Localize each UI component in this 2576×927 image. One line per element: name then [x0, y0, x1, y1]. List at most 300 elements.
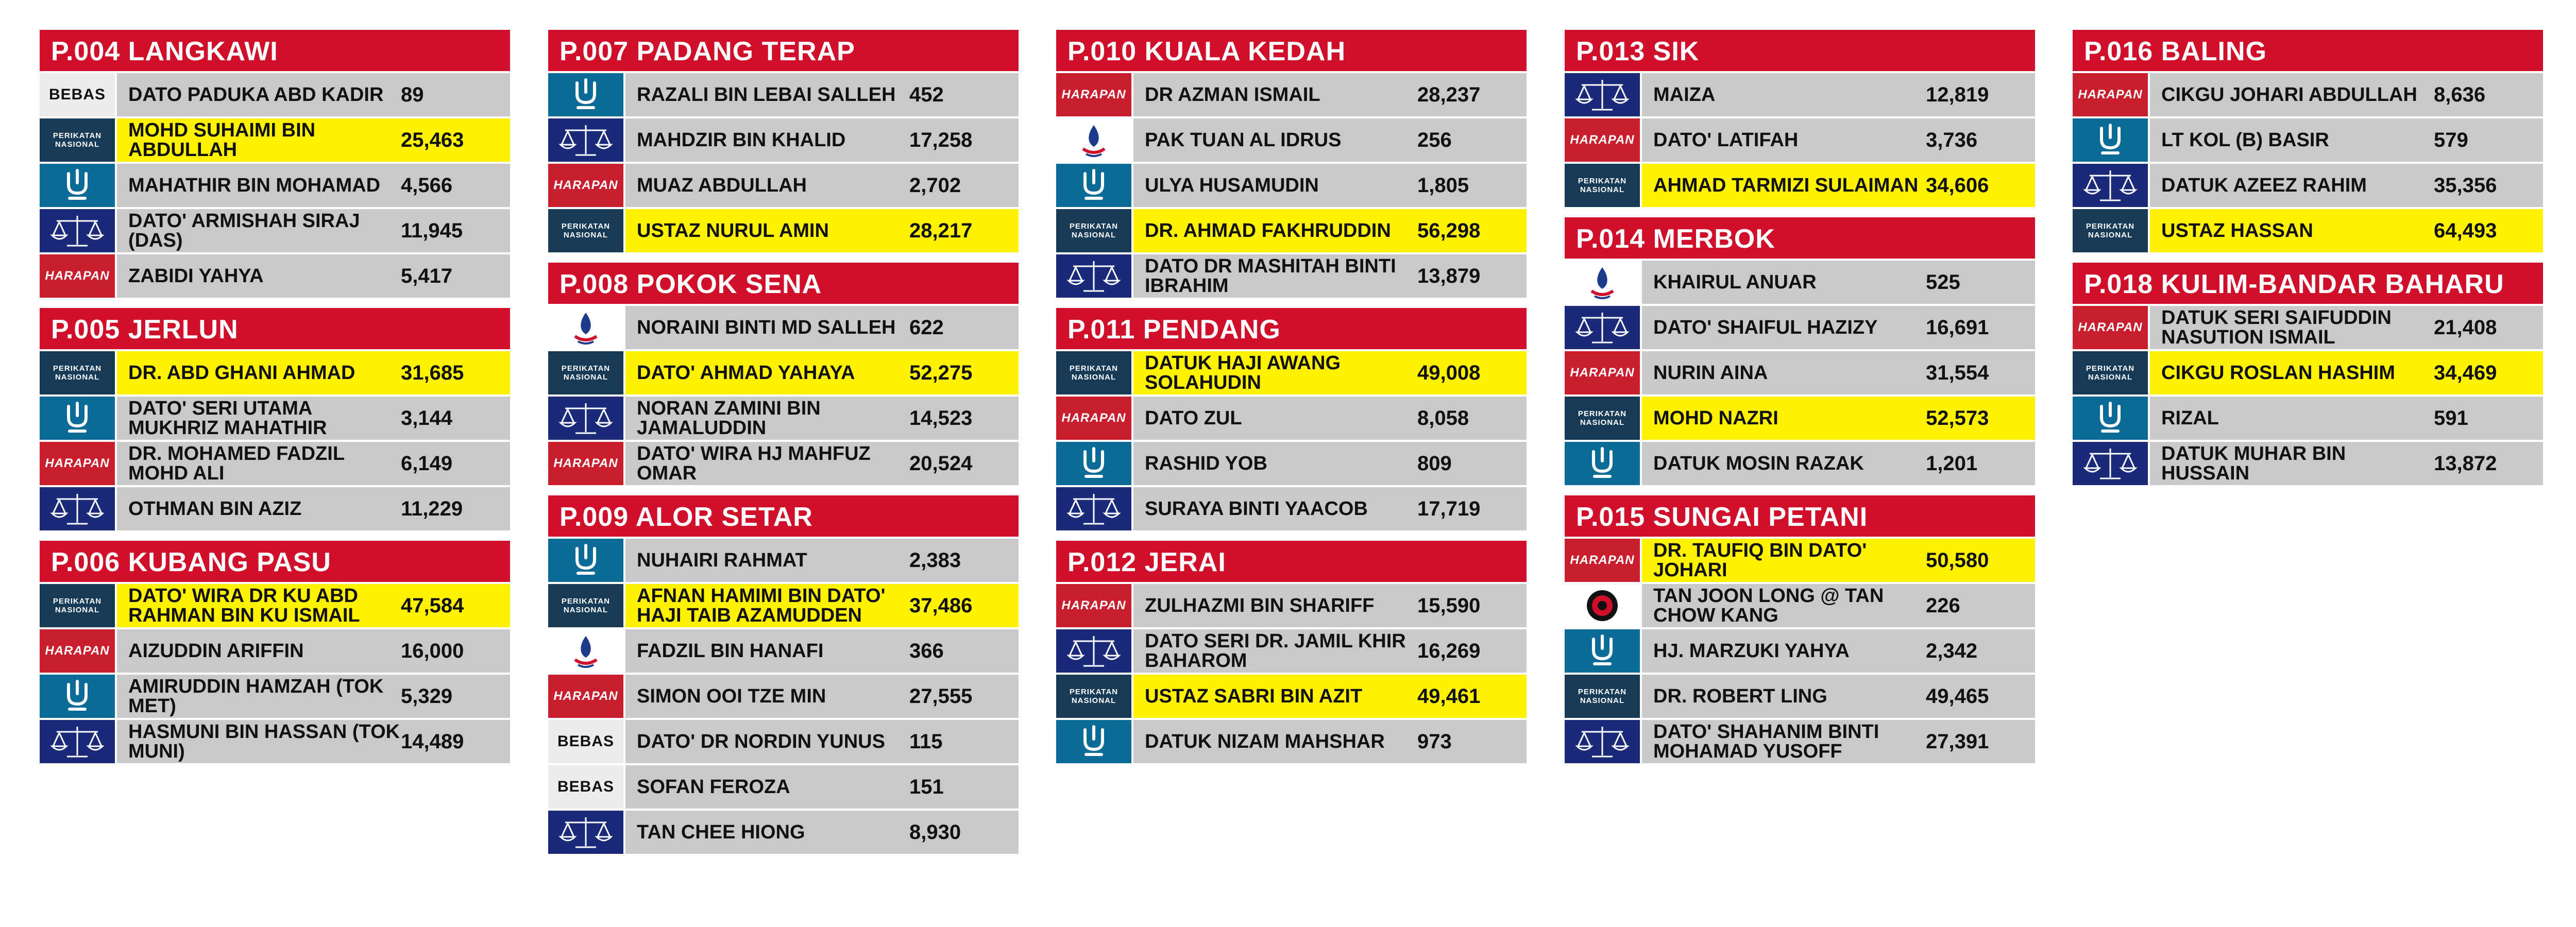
party-logo-icon: [1565, 584, 1642, 627]
candidate-name: DATUK SERI SAIFUDDIN NASUTION ISMAIL: [2161, 307, 2392, 348]
candidate-row: [2073, 118, 2543, 164]
muda-logo-icon: [548, 73, 625, 116]
vote-count: 49,008: [1417, 361, 1481, 384]
vote-count: 16,000: [401, 639, 464, 662]
barisan-nasional-scales-icon: [548, 118, 625, 162]
pakatan-harapan-logo: [2073, 306, 2150, 349]
candidate-name: MAHDZIR BIN KHALID: [637, 129, 846, 151]
candidate-row: [1565, 261, 2035, 306]
candidate-row: [1565, 442, 2035, 487]
vote-count: 64,493: [2434, 219, 2497, 242]
muda-logo-icon: [40, 397, 117, 440]
pakatan-harapan-logo: [40, 254, 117, 298]
candidate-name: NORAINI BINTI MD SALLEH: [637, 317, 896, 338]
candidate-name: DATUK AZEEZ RAHIM: [2161, 175, 2367, 196]
candidate-name: ZULHAZMI BIN SHARIFF: [1145, 595, 1375, 616]
vote-count: 12,819: [1926, 83, 1989, 106]
candidate-name: MAHATHIR BIN MOHAMAD: [128, 175, 381, 196]
candidate-row: [40, 209, 510, 254]
constituency-p-015: [1565, 495, 2035, 765]
barisan-nasional-scales-icon: [40, 720, 117, 763]
barisan-nasional-scales-icon: [2073, 164, 2150, 207]
candidate-name: OTHMAN BIN AZIZ: [128, 498, 302, 520]
pakatan-harapan-logo: [548, 675, 625, 718]
vote-count: 366: [909, 639, 944, 662]
vote-count: 52,275: [909, 361, 973, 384]
vote-count: 11,229: [401, 497, 463, 520]
candidate-name: HJ. MARZUKI YAHYA: [1653, 640, 1850, 662]
barisan-nasional-scales-icon: [40, 209, 117, 252]
candidate-row: [1056, 164, 1527, 209]
candidate-row: [40, 487, 510, 533]
candidate-row: [548, 629, 1019, 675]
pakatan-harapan-logo: [548, 442, 625, 485]
barisan-nasional-scales-icon: [1056, 487, 1133, 530]
vote-count: 49,465: [1926, 684, 1989, 708]
candidate-name: AFNAN HAMIMI BIN DATO' HAJI TAIB AZAMUDDEN: [637, 585, 886, 626]
vote-count: 452: [909, 83, 944, 106]
vote-count: 27,555: [909, 684, 973, 708]
perikatan-nasional-logo: [1565, 675, 1642, 718]
candidate-row: [2073, 397, 2543, 442]
perikatan-nasional-logo: [2073, 209, 2150, 252]
candidate-row: [1056, 487, 1527, 533]
candidate-name: USTAZ NURUL AMIN: [637, 220, 829, 242]
candidate-name: NORAN ZAMINI BIN JAMALUDDIN: [637, 398, 821, 439]
perikatan-nasional-logo: [548, 351, 625, 394]
candidate-row: [40, 254, 510, 300]
candidate-row: [548, 73, 1019, 118]
party-logo-label: PERIKATAN NASIONAL: [561, 364, 611, 382]
vote-count: 31,685: [401, 361, 464, 384]
vote-count: 14,523: [909, 406, 973, 430]
candidate-row: [1565, 629, 2035, 675]
muda-logo-icon: [548, 539, 625, 582]
column-5: [2073, 30, 2543, 495]
perikatan-nasional-logo: [1056, 351, 1133, 394]
vote-count: 89: [401, 83, 424, 106]
candidate-row: [1565, 675, 2035, 720]
candidate-name: USTAZ SABRI BIN AZIT: [1145, 685, 1363, 707]
vote-count: 2,342: [1926, 639, 1978, 662]
candidate-name: DATO PADUKA ABD KADIR: [128, 84, 384, 106]
pakatan-harapan-logo: [1565, 539, 1642, 582]
barisan-nasional-scales-icon: [40, 487, 117, 530]
constituency-p-012: [1056, 541, 1527, 765]
party-logo-label: HARAPAN: [1570, 553, 1635, 567]
candidate-row: [548, 397, 1019, 442]
candidate-name: SOFAN FEROZA: [637, 776, 790, 798]
candidate-name: DATO' ARMISHAH SIRAJ (DAS): [128, 210, 360, 251]
party-logo-label: PERIKATAN NASIONAL: [2086, 222, 2135, 239]
constituency-title: P.008 POKOK SENA: [548, 263, 1019, 306]
vote-count: 28,237: [1417, 83, 1481, 106]
vote-count: 50,580: [1926, 548, 1989, 572]
candidate-name: DR. TAUFIQ BIN DATO' JOHARI: [1653, 540, 1867, 581]
party-logo-label: BEBAS: [557, 778, 614, 795]
party-logo-label: HARAPAN: [45, 644, 110, 658]
candidate-row: [1565, 720, 2035, 765]
vote-count: 16,691: [1926, 316, 1989, 339]
candidate-row: [1565, 351, 2035, 397]
muda-logo-icon: [1056, 720, 1133, 763]
independent-label: [548, 765, 625, 809]
party-logo-label: PERIKATAN NASIONAL: [1578, 688, 1627, 705]
column-3: [1056, 30, 1527, 774]
candidate-row-winner: [1056, 209, 1527, 254]
party-logo-label: HARAPAN: [1570, 366, 1635, 380]
candidate-name: DR. ROBERT LING: [1653, 685, 1827, 707]
vote-count: 15,590: [1417, 594, 1481, 617]
party-logo-label: HARAPAN: [553, 456, 618, 470]
candidate-row: [548, 675, 1019, 720]
pakatan-harapan-logo: [2073, 73, 2150, 116]
constituency-p-004: [40, 30, 510, 300]
vote-count: 25,463: [401, 128, 464, 151]
party-logo-label: HARAPAN: [1061, 598, 1126, 612]
vote-count: 37,486: [909, 594, 973, 617]
perikatan-nasional-logo: [40, 351, 117, 394]
candidate-row-winner: [548, 584, 1019, 629]
pakatan-harapan-logo: [1056, 584, 1133, 627]
candidate-row-winner: [40, 118, 510, 164]
constituency-title: P.018 KULIM-BANDAR BAHARU: [2073, 263, 2543, 306]
party-logo-label: HARAPAN: [1570, 133, 1635, 147]
muda-logo-icon: [2073, 397, 2150, 440]
muda-logo-icon: [1565, 629, 1642, 673]
vote-count: 34,606: [1926, 174, 1989, 197]
candidate-row-winner: [548, 209, 1019, 254]
constituency-title: P.013 SIK: [1565, 30, 2035, 73]
vote-count: 16,269: [1417, 639, 1481, 662]
muda-logo-icon: [1056, 442, 1133, 485]
constituency-title: P.010 KUALA KEDAH: [1056, 30, 1527, 73]
column-4: [1565, 30, 2035, 774]
party-logo-label: HARAPAN: [553, 689, 618, 703]
vote-count: 5,417: [401, 264, 453, 287]
muda-logo-icon: [1056, 164, 1133, 207]
candidate-name: DATO ZUL: [1145, 407, 1242, 429]
vote-count: 2,702: [909, 174, 961, 197]
column-1: [40, 30, 510, 774]
constituency-p-014: [1565, 217, 2035, 487]
vote-count: 1,805: [1417, 174, 1469, 197]
candidate-name: DATO' WIRA HJ MAHFUZ OMAR: [637, 443, 871, 484]
perikatan-nasional-logo: [1565, 164, 1642, 207]
candidate-name: DR AZMAN ISMAIL: [1145, 84, 1320, 106]
vote-count: 52,573: [1926, 406, 1989, 430]
vote-count: 3,144: [401, 406, 453, 430]
candidate-row: [1056, 254, 1527, 300]
constituency-p-006: [40, 541, 510, 765]
constituency-p-011: [1056, 308, 1527, 533]
candidate-name: CIKGU ROSLAN HASHIM: [2161, 362, 2395, 384]
candidate-name: FADZIL BIN HANAFI: [637, 640, 824, 662]
vote-count: 6,149: [401, 452, 453, 475]
candidate-row: [1565, 73, 2035, 118]
candidate-row-winner: [2073, 351, 2543, 397]
warisan-logo-icon: [1056, 118, 1133, 162]
candidate-row: [1056, 442, 1527, 487]
candidate-name: DATO' SERI UTAMA MUKHRIZ MAHATHIR: [128, 398, 327, 439]
muda-logo-icon: [40, 675, 117, 718]
perikatan-nasional-logo: [40, 118, 117, 162]
candidate-row-winner: [40, 584, 510, 629]
candidate-name: DATO DR MASHITAH BINTI IBRAHIM: [1145, 255, 1396, 297]
candidate-name: SIMON OOI TZE MIN: [637, 685, 826, 707]
vote-count: 115: [909, 730, 943, 753]
candidate-name: CIKGU JOHARI ABDULLAH: [2161, 84, 2417, 106]
pakatan-harapan-logo: [1056, 397, 1133, 440]
perikatan-nasional-logo: [1056, 675, 1133, 718]
vote-count: 8,058: [1417, 406, 1469, 430]
party-logo-label: PERIKATAN NASIONAL: [1578, 177, 1627, 194]
perikatan-nasional-logo: [548, 584, 625, 627]
candidate-name: DATO' SHAIFUL HAZIZY: [1653, 317, 1878, 338]
candidate-row-winner: [1056, 675, 1527, 720]
barisan-nasional-scales-icon: [1056, 254, 1133, 298]
candidate-name: DATO' WIRA DR KU ABD RAHMAN BIN KU ISMAIL: [128, 585, 360, 626]
vote-count: 8,930: [909, 820, 961, 844]
vote-count: 226: [1926, 594, 1960, 617]
candidate-row-winner: [1565, 164, 2035, 209]
party-logo-label: BEBAS: [557, 733, 614, 750]
candidate-name: USTAZ HASSAN: [2161, 220, 2313, 242]
vote-count: 11,945: [401, 219, 463, 242]
candidate-name: DR. AHMAD FAKHRUDDIN: [1145, 220, 1391, 242]
constituency-title: P.014 MERBOK: [1565, 217, 2035, 261]
vote-count: 56,298: [1417, 219, 1481, 242]
candidate-row: [548, 539, 1019, 584]
candidate-name: AIZUDDIN ARIFFIN: [128, 640, 304, 662]
candidate-row: [40, 73, 510, 118]
barisan-nasional-scales-icon: [1565, 306, 1642, 349]
muda-logo-icon: [2073, 118, 2150, 162]
candidate-row: [1056, 397, 1527, 442]
candidate-row: [40, 397, 510, 442]
candidate-row-winner: [548, 351, 1019, 397]
vote-count: 47,584: [401, 594, 464, 617]
perikatan-nasional-logo: [548, 209, 625, 252]
candidate-row: [1056, 73, 1527, 118]
candidate-name: NUHAIRI RAHMAT: [637, 550, 807, 571]
vote-count: 28,217: [909, 219, 973, 242]
constituency-title: P.015 SUNGAI PETANI: [1565, 495, 2035, 539]
candidate-name: DATO' SHAHANIM BINTI MOHAMAD YUSOFF: [1653, 721, 1879, 762]
party-logo-label: HARAPAN: [2078, 88, 2143, 101]
candidate-row: [2073, 306, 2543, 351]
pakatan-harapan-logo: [1056, 73, 1133, 116]
vote-count: 3,736: [1926, 128, 1978, 151]
vote-count: 31,554: [1926, 361, 1989, 384]
muda-logo-icon: [40, 164, 117, 207]
party-logo-label: PERIKATAN NASIONAL: [1069, 364, 1118, 382]
candidate-row-winner: [1565, 539, 2035, 584]
candidate-name: AMIRUDDIN HAMZAH (TOK MET): [128, 676, 384, 717]
candidate-row: [1056, 584, 1527, 629]
party-logo-label: HARAPAN: [45, 269, 110, 283]
constituency-p-005: [40, 308, 510, 533]
candidate-name: TAN JOON LONG @ TAN CHOW KANG: [1653, 585, 1884, 626]
vote-count: 21,408: [2434, 316, 2497, 339]
candidate-row: [548, 811, 1019, 856]
constituency-p-013: [1565, 30, 2035, 209]
party-logo-label: PERIKATAN NASIONAL: [2086, 364, 2135, 382]
vote-count: 17,719: [1417, 497, 1481, 520]
pakatan-harapan-logo: [548, 164, 625, 207]
candidate-row: [2073, 442, 2543, 487]
candidate-row: [40, 675, 510, 720]
barisan-nasional-scales-icon: [1565, 720, 1642, 763]
vote-count: 27,391: [1926, 730, 1989, 753]
vote-count: 4,566: [401, 174, 453, 197]
candidate-name: DATO' LATIFAH: [1653, 129, 1799, 151]
party-logo-label: HARAPAN: [1061, 88, 1126, 101]
party-logo-label: PERIKATAN NASIONAL: [1069, 222, 1118, 239]
constituency-title: P.005 JERLUN: [40, 308, 510, 351]
vote-count: 1,201: [1926, 452, 1978, 475]
candidate-name: PAK TUAN AL IDRUS: [1145, 129, 1342, 151]
constituency-p-007: [548, 30, 1019, 254]
vote-count: 13,879: [1417, 264, 1481, 287]
constituency-title: P.016 BALING: [2073, 30, 2543, 73]
candidate-name: MUAZ ABDULLAH: [637, 175, 807, 196]
party-logo-label: PERIKATAN NASIONAL: [53, 597, 102, 614]
candidate-name: MAIZA: [1653, 84, 1716, 106]
constituency-p-009: [548, 495, 1019, 856]
vote-count: 13,872: [2434, 452, 2497, 475]
candidate-row: [548, 164, 1019, 209]
vote-count: 49,461: [1417, 684, 1481, 708]
vote-count: 35,356: [2434, 174, 2497, 197]
candidate-name: RIZAL: [2161, 407, 2219, 429]
candidate-row: [1056, 118, 1527, 164]
candidate-row-winner: [40, 351, 510, 397]
party-logo-label: PERIKATAN NASIONAL: [53, 131, 102, 149]
candidate-name: LT KOL (B) BASIR: [2161, 129, 2329, 151]
constituency-title: P.012 JERAI: [1056, 541, 1527, 584]
constituency-p-016: [2073, 30, 2543, 254]
candidate-row-winner: [1565, 397, 2035, 442]
candidate-row: [40, 720, 510, 765]
candidate-row: [2073, 73, 2543, 118]
barisan-nasional-scales-icon: [2073, 442, 2150, 485]
pakatan-harapan-logo: [1565, 351, 1642, 394]
party-logo-label: BEBAS: [48, 86, 106, 103]
barisan-nasional-scales-icon: [1565, 73, 1642, 116]
pakatan-harapan-logo: [1565, 118, 1642, 162]
vote-count: 973: [1417, 730, 1452, 753]
candidate-name: TAN CHEE HIONG: [637, 821, 805, 843]
party-logo-label: HARAPAN: [553, 178, 618, 192]
constituency-title: P.011 PENDANG: [1056, 308, 1527, 351]
perikatan-nasional-logo: [1056, 209, 1133, 252]
barisan-nasional-scales-icon: [1056, 629, 1133, 673]
candidate-row: [40, 442, 510, 487]
party-logo-label: HARAPAN: [1061, 411, 1126, 425]
vote-count: 14,489: [401, 730, 464, 753]
vote-count: 591: [2434, 406, 2468, 430]
candidate-name: DATUK MUHAR BIN HUSSAIN: [2161, 443, 2346, 484]
constituency-title: P.009 ALOR SETAR: [548, 495, 1019, 539]
candidate-name: DATO' DR NORDIN YUNUS: [637, 731, 885, 752]
candidate-name: MOHD NAZRI: [1653, 407, 1778, 429]
candidate-name: DATUK MOSIN RAZAK: [1653, 453, 1864, 474]
vote-count: 256: [1417, 128, 1452, 151]
barisan-nasional-scales-icon: [548, 811, 625, 854]
vote-count: 2,383: [909, 548, 961, 572]
independent-label: [40, 73, 117, 116]
party-logo-label: HARAPAN: [2078, 320, 2143, 334]
candidate-name: RASHID YOB: [1145, 453, 1267, 474]
constituency-title: P.007 PADANG TERAP: [548, 30, 1019, 73]
constituency-p-010: [1056, 30, 1527, 300]
candidate-name: ULYA HUSAMUDIN: [1145, 175, 1319, 196]
perikatan-nasional-logo: [40, 584, 117, 627]
vote-count: 151: [909, 775, 944, 798]
vote-count: 5,329: [401, 684, 453, 708]
vote-count: 525: [1926, 270, 1960, 294]
candidate-name: KHAIRUL ANUAR: [1653, 271, 1817, 293]
vote-count: 622: [909, 316, 944, 339]
party-logo-label: PERIKATAN NASIONAL: [561, 222, 611, 239]
party-logo-label: PERIKATAN NASIONAL: [1069, 688, 1118, 705]
candidate-row: [1565, 306, 2035, 351]
perikatan-nasional-logo: [2073, 351, 2150, 394]
column-2: [548, 30, 1019, 864]
vote-count: 8,636: [2434, 83, 2486, 106]
candidate-name: DATO' AHMAD YAHAYA: [637, 362, 855, 384]
candidate-name: DR. ABD GHANI AHMAD: [128, 362, 355, 384]
barisan-nasional-scales-icon: [548, 397, 625, 440]
pakatan-harapan-logo: [40, 629, 117, 673]
pakatan-harapan-logo: [40, 442, 117, 485]
candidate-row-winner: [1056, 351, 1527, 397]
candidate-row: [548, 442, 1019, 487]
constituency-p-008: [548, 263, 1019, 487]
warisan-logo-icon: [548, 629, 625, 673]
party-logo-label: PERIKATAN NASIONAL: [1578, 409, 1627, 427]
candidate-name: RAZALI BIN LEBAI SALLEH: [637, 84, 896, 106]
vote-count: 809: [1417, 452, 1452, 475]
candidate-name: DATUK NIZAM MAHSHAR: [1145, 731, 1385, 752]
candidate-name: AHMAD TARMIZI SULAIMAN: [1653, 175, 1919, 196]
candidate-name: HASMUNI BIN HASSAN (TOK MUNI): [128, 721, 400, 762]
candidate-name: NURIN AINA: [1653, 362, 1768, 384]
party-logo-label: HARAPAN: [45, 456, 110, 470]
candidate-name: SURAYA BINTI YAACOB: [1145, 498, 1368, 520]
candidate-row: [548, 765, 1019, 811]
candidate-name: DR. MOHAMED FADZIL MOHD ALI: [128, 443, 345, 484]
candidate-name: DATUK HAJI AWANG SOLAHUDIN: [1145, 352, 1341, 393]
candidate-row: [1056, 720, 1527, 765]
candidate-name: MOHD SUHAIMI BIN ABDULLAH: [128, 119, 316, 161]
vote-count: 17,258: [909, 128, 973, 151]
candidate-row: [548, 306, 1019, 351]
constituency-title: P.004 LANGKAWI: [40, 30, 510, 73]
vote-count: 34,469: [2434, 361, 2497, 384]
candidate-row: [1565, 584, 2035, 629]
party-logo-label: PERIKATAN NASIONAL: [561, 597, 611, 614]
muda-logo-icon: [1565, 442, 1642, 485]
candidate-row: [548, 720, 1019, 765]
candidate-row: [1565, 118, 2035, 164]
warisan-logo-icon: [548, 306, 625, 349]
candidate-row: [40, 164, 510, 209]
constituency-p-018: [2073, 263, 2543, 487]
candidate-row: [2073, 164, 2543, 209]
perikatan-nasional-logo: [1565, 397, 1642, 440]
